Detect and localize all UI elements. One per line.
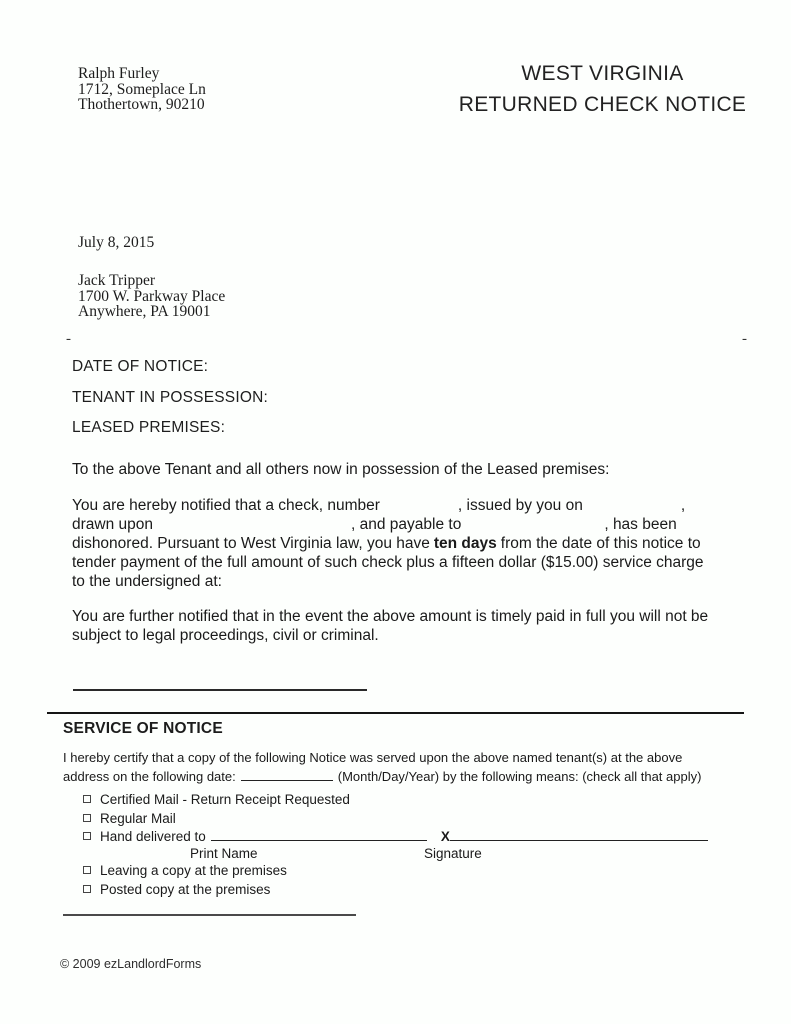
- signature-field[interactable]: [450, 829, 708, 841]
- service-date-field[interactable]: [241, 769, 333, 781]
- payable-to-field[interactable]: [461, 515, 604, 529]
- letter-date: July 8, 2015: [78, 234, 155, 251]
- paragraph-line: You are hereby notified that a check, number , issued by you on ,: [72, 497, 686, 514]
- notice-paragraph: [72, 496, 704, 591]
- copyright-notice: © 2009 ezLandlordForms: [60, 957, 202, 971]
- sender-address-line1: 1712, Someplace Ln: [78, 80, 206, 98]
- recipient-address-block: [78, 273, 225, 320]
- document-title: [455, 58, 750, 120]
- sender-name: Ralph Furley: [78, 65, 160, 82]
- check-number-field[interactable]: [380, 496, 458, 510]
- option-label: Certified Mail - Return Receipt Requested: [100, 792, 350, 807]
- signature-x-mark: X: [440, 829, 450, 844]
- option-posted-copy: [83, 882, 270, 897]
- checkbox-leaving-copy[interactable]: [83, 866, 91, 874]
- margin-mark-right: -: [742, 331, 747, 347]
- certify-line: address on the following date: (Month/Day/Year) by the following means: (check all that apply): [63, 768, 702, 784]
- paragraph-line: tender payment of the full amount of such check plus a fifteen dollar ($15.00) service charge: [72, 554, 704, 571]
- ten-days-emphasis: ten days: [433, 535, 497, 552]
- paragraph-line: drawn upon , and payable to , has been: [72, 516, 677, 533]
- landlord-signature-line[interactable]: [73, 689, 367, 691]
- paragraph-line: You are further notified that in the event the above amount is timely paid in full you will not be: [72, 608, 709, 625]
- sender-address-line2: Thothertown, 90210: [78, 96, 205, 113]
- section-divider: [47, 712, 744, 714]
- recipient-name: Jack Tripper: [78, 272, 156, 289]
- option-regular-mail: [83, 811, 176, 826]
- option-label: Leaving a copy at the premises: [100, 863, 287, 878]
- margin-mark-left: -: [66, 331, 71, 347]
- option-label: Posted copy at the premises: [100, 882, 271, 897]
- recipient-address-line1: 1700 W. Parkway Place: [78, 287, 226, 305]
- option-leaving-copy: [83, 863, 287, 878]
- server-signature-line[interactable]: [63, 914, 356, 916]
- signature-caption: Signature: [424, 846, 482, 861]
- checkbox-hand-delivered[interactable]: [83, 832, 91, 840]
- checkbox-certified-mail[interactable]: [83, 795, 91, 803]
- option-hand-delivered: [83, 829, 708, 844]
- certification-text: [63, 749, 701, 786]
- service-of-notice-heading: SERVICE OF NOTICE: [63, 720, 223, 737]
- recipient-address-line2: Anywhere, PA 19001: [78, 303, 211, 320]
- checkbox-regular-mail[interactable]: [83, 814, 91, 822]
- option-certified-mail: [83, 792, 350, 807]
- intro-line: To the above Tenant and all others now in possession of the Leased premises:: [72, 461, 610, 478]
- print-name-field[interactable]: [211, 829, 427, 841]
- sender-address-block: [78, 66, 206, 113]
- check-issue-date-field[interactable]: [583, 496, 681, 510]
- drawn-upon-bank-field[interactable]: [153, 515, 351, 529]
- title-state: WEST VIRGINIA: [521, 62, 684, 85]
- print-name-caption: Print Name: [190, 846, 258, 861]
- date-of-notice-label: DATE OF NOTICE:: [72, 358, 209, 375]
- paragraph-line: to the undersigned at:: [72, 573, 222, 590]
- paragraph-line: subject to legal proceedings, civil or criminal.: [72, 627, 379, 644]
- paragraph-line: dishonored. Pursuant to West Virginia law, you have ten days from the date of this notice to: [72, 535, 701, 552]
- certify-line: I hereby certify that a copy of the following Notice was served upon the above named tenant(s) at the above: [63, 750, 683, 765]
- tenant-in-possession-label: TENANT IN POSSESSION:: [72, 389, 268, 406]
- option-label: Hand delivered to: [100, 829, 206, 844]
- checkbox-posted-copy[interactable]: [83, 885, 91, 893]
- further-notice-paragraph: [72, 607, 708, 645]
- title-notice-type: RETURNED CHECK NOTICE: [458, 93, 747, 116]
- leased-premises-label: LEASED PREMISES:: [72, 419, 226, 436]
- option-label: Regular Mail: [100, 811, 176, 826]
